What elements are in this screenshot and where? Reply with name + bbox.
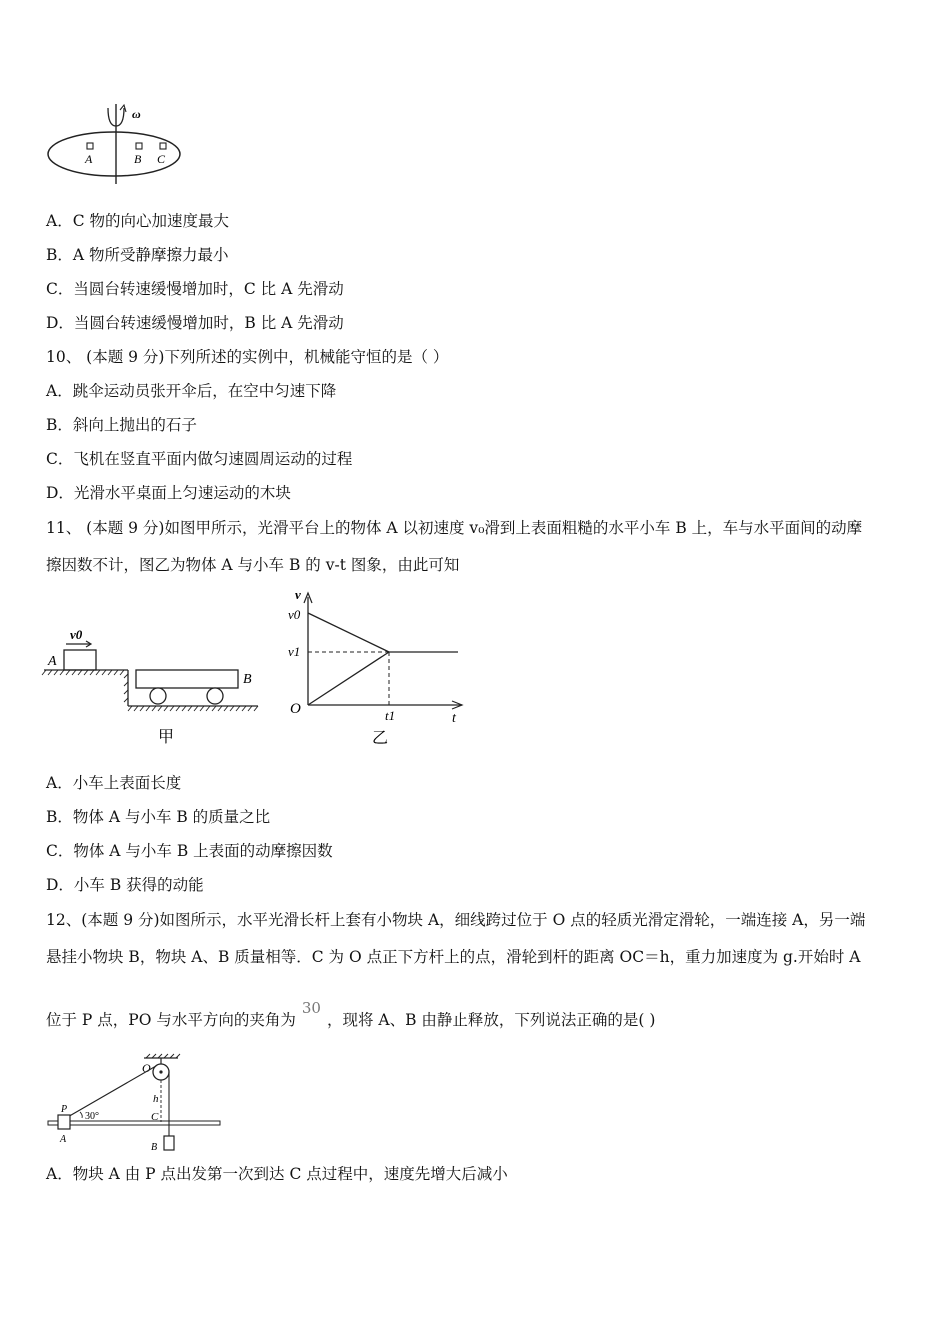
- label-p: P: [61, 1104, 68, 1115]
- block-b: [164, 1136, 174, 1150]
- label-h: h: [153, 1093, 159, 1105]
- figure-yi-vt-graph: [282, 585, 472, 750]
- line-a-decelerating: [308, 613, 389, 652]
- q11-option-b: B．物体 A 与小车 B 的质量之比: [46, 808, 271, 826]
- q10-option-c: C．飞机在竖直平面内做匀速圆周运动的过程: [46, 450, 353, 468]
- q9-option-b: B．A 物所受静摩擦力最小: [46, 246, 229, 264]
- block-a: [58, 1115, 70, 1129]
- q12-stem-line3-a: 位于 P 点，PO 与水平方向的夹角为: [46, 1011, 296, 1029]
- angle-label: 30°: [85, 1111, 99, 1122]
- cart-wheel-right: [207, 688, 223, 704]
- q10-option-a: A．跳伞运动员张开伞后，在空中匀速下降: [46, 382, 337, 400]
- v0-label: v0: [70, 627, 83, 642]
- q12-stem-line1: 12、(本题 9 分)如图所示，水平光滑长杆上套有小物块 A，细线跨过位于 O 点的轻质光滑定滑轮，一端连接 A，另一端: [46, 911, 866, 929]
- q10-option-b: B．斜向上抛出的石子: [46, 416, 197, 434]
- figure-jia-caption: 甲: [158, 729, 175, 746]
- rotating-disc-figure: [44, 100, 189, 188]
- block-b: [136, 143, 142, 149]
- angle-30-image: 30: [301, 999, 321, 1017]
- cart-b: [136, 670, 238, 688]
- q11-option-a: A．小车上表面长度: [46, 774, 182, 792]
- q10-option-d: D．光滑水平桌面上匀速运动的木块: [46, 484, 291, 502]
- q11-stem-line2: 擦因数不计，图乙为物体 A 与小车 B 的 v-t 图象，由此可知: [46, 556, 460, 574]
- label-c: C: [157, 152, 166, 166]
- cart-wheel-left: [150, 688, 166, 704]
- line-b-accelerating: [308, 652, 389, 705]
- q9-option-a: A．C 物的向心加速度最大: [46, 212, 229, 230]
- label-a: A: [60, 1134, 67, 1145]
- t1-tick-label: t1: [385, 708, 396, 723]
- t-axis-label: t: [452, 711, 456, 726]
- horizontal-rod: [48, 1121, 220, 1125]
- block-a: [64, 650, 96, 670]
- pulley-rod-figure: [44, 1052, 226, 1156]
- label-c: C: [151, 1111, 159, 1123]
- v-axis-label: v: [295, 587, 301, 602]
- label-b: B: [151, 1142, 158, 1153]
- q9-option-d: D．当圆台转速缓慢增加时，B 比 A 先滑动: [46, 314, 344, 332]
- cart-b-label: B: [243, 672, 252, 687]
- label-a: A: [85, 152, 93, 166]
- v0-tick-label: v0: [288, 607, 301, 622]
- block-a: [87, 143, 93, 149]
- q9-option-c: C．当圆台转速缓慢增加时，C 比 A 先滑动: [46, 280, 344, 298]
- block-c: [160, 143, 166, 149]
- q12-stem-line2: 悬挂小物块 B，物块 A、B 质量相等．C 为 O 点正下方杆上的点，滑轮到杆的距离 OC＝h，重力加速度为 g.开始时 A: [46, 948, 861, 966]
- q11-stem-line1: 11、 (本题 9 分)如图甲所示，光滑平台上的物体 A 以初速度 v₀滑到上表面粗糙的水平小车 B 上，车与水平面间的动摩: [46, 519, 863, 537]
- q11-option-d: D．小车 B 获得的动能: [46, 876, 204, 894]
- label-b: B: [134, 152, 142, 166]
- q12-stem-line3: [46, 999, 656, 1030]
- q12-stem-line3-b: ，现将 A、B 由静止释放，下列说法正确的是( ): [326, 1011, 656, 1029]
- block-a-label: A: [48, 654, 57, 669]
- q11-option-c: C．物体 A 与小车 B 上表面的动摩擦因数: [46, 842, 333, 860]
- label-o: O: [142, 1061, 151, 1075]
- v1-tick-label: v1: [288, 644, 301, 659]
- figure-yi-caption: 乙: [372, 730, 389, 747]
- omega-label: ω: [132, 107, 141, 121]
- string-po: [66, 1066, 156, 1118]
- q10-stem: 10、 (本题 9 分)下列所述的实例中，机械能守恒的是（ ）: [46, 348, 449, 366]
- figure-jia: [40, 620, 270, 750]
- q12-option-a: A．物块 A 由 P 点出发第一次到达 C 点过程中，速度先增大后减小: [46, 1165, 508, 1183]
- origin-label: O: [290, 701, 301, 717]
